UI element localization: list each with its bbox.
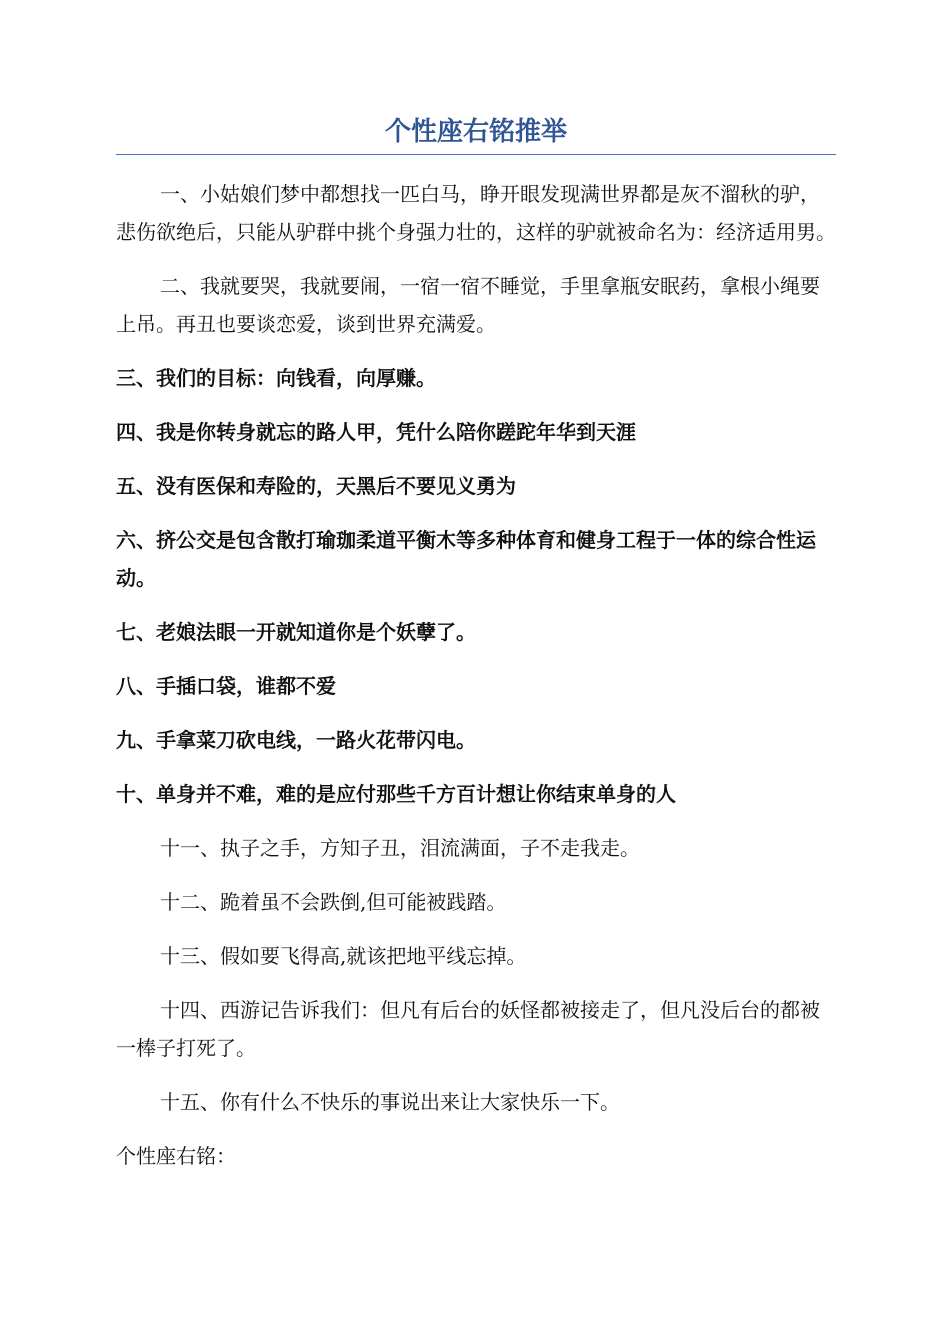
document-title: 个性座右铭推举 — [116, 112, 836, 155]
document-page — [116, 112, 836, 1175]
motto-item-4: 四、我是你转身就忘的路人甲，凭什么陪你蹉跎年华到天涯 — [116, 420, 636, 444]
motto-item-13: 十三、假如要飞得高,就该把地平线忘掉。 — [160, 944, 527, 968]
motto-item-1: 一、小姑娘们梦中都想找一匹白马，睁开眼发现满世界都是灰不溜秋的驴，悲伤欲绝后，只能从驴群中挑个身强力壮的，这样的驴就被命名为：经济适用男。 — [116, 182, 836, 244]
motto-item-11: 十一、执子之手，方知子丑，泪流满面，子不走我走。 — [160, 836, 640, 860]
section-label: 个性座右铭： — [116, 1144, 236, 1168]
motto-item-15: 十五、你有什么不快乐的事说出来让大家快乐一下。 — [160, 1090, 620, 1114]
motto-item-2: 二、我就要哭，我就要闹，一宿一宿不睡觉，手里拿瓶安眠药，拿根小绳要上吊。再丑也要谈恋爱，谈到世界充满爱。 — [116, 274, 820, 336]
motto-item-9: 九、手拿菜刀砍电线，一路火花带闪电。 — [116, 728, 476, 752]
motto-item-7: 七、老娘法眼一开就知道你是个妖孽了。 — [116, 620, 476, 644]
motto-item-10: 十、单身并不难，难的是应付那些千方百计想让你结束单身的人 — [116, 782, 676, 806]
motto-item-8: 八、手插口袋，谁都不爱 — [116, 674, 336, 698]
motto-item-6: 六、挤公交是包含散打瑜珈柔道平衡木等多种体育和健身工程于一体的综合性运动。 — [116, 528, 816, 590]
motto-item-14: 十四、西游记告诉我们：但凡有后台的妖怪都被接走了，但凡没后台的都被一棒子打死了。 — [116, 998, 820, 1060]
motto-item-5: 五、没有医保和寿险的，天黑后不要见义勇为 — [116, 474, 516, 498]
motto-item-12: 十二、跪着虽不会跌倒,但可能被践踏。 — [160, 890, 507, 914]
motto-item-3: 三、我们的目标：向钱看，向厚赚。 — [116, 366, 436, 390]
